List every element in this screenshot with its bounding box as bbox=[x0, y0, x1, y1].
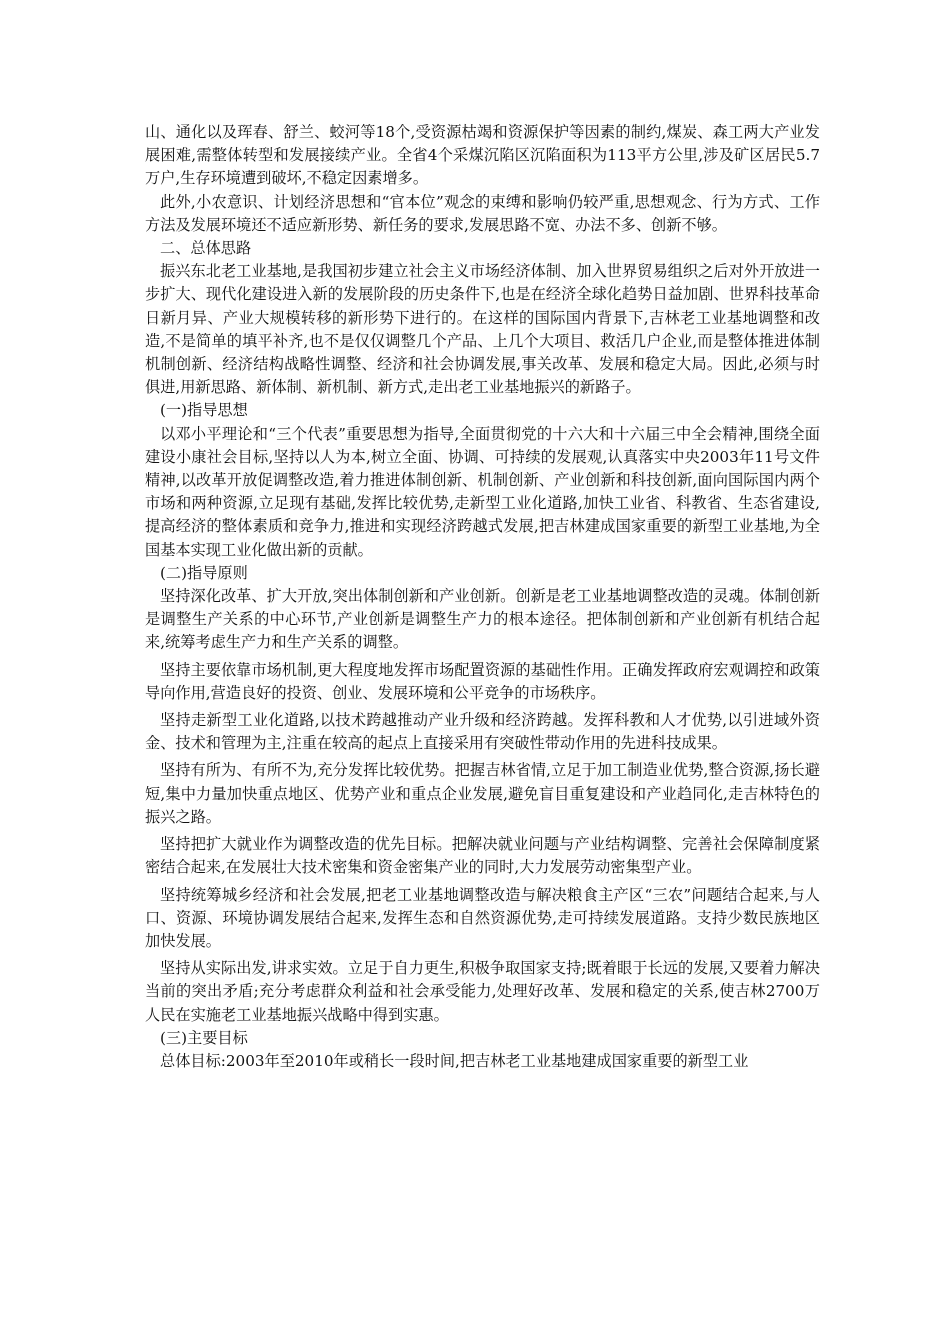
paragraph-resource-cities: 山、通化以及珲春、舒兰、蛟河等18个,受资源枯竭和资源保护等因素的制约,煤炭、森工两大产业发展困难,需整体转型和发展接续产业。全省4个采煤沉陷区沉陷面积为113平方公里,涉及矿区居民5.7万户,生存环境遭到破坏,不稳定因素增多。 bbox=[145, 123, 820, 188]
subsection-heading-guiding-ideology: (一)指导思想 bbox=[160, 401, 248, 420]
subsection-heading-main-goals: (三)主要目标 bbox=[160, 1028, 248, 1047]
paragraph-overall-goal: 总体目标:2003年至2010年或稍长一段时间,把吉林老工业基地建成国家重要的新型工业 bbox=[160, 1051, 749, 1070]
document-body bbox=[145, 121, 820, 1073]
paragraph-mindset-issues: 此外,小农意识、计划经济思想和“官本位”观念的束缚和影响仍较严重,思想观念、行为方式、工作方法及发展环境还不适应新形势、新任务的要求,发展思路不宽、办法不多、创新不够。 bbox=[145, 192, 820, 234]
paragraph-principle-market: 坚持主要依靠市场机制,更大程度地发挥市场配置资源的基础性作用。正确发挥政府宏观调控和政策导向作用,营造良好的投资、创业、发展环境和公平竞争的市场秩序。 bbox=[145, 660, 820, 702]
paragraph-guiding-ideology: 以邓小平理论和“三个代表”重要思想为指导,全面贯彻党的十六大和十六届三中全会精神,围绕全面建设小康社会目标,坚持以人为本,树立全面、协调、可持续的发展观,认真落实中央2003年11号文件精神,以改革开放促调整改造,着力推进体制创新、机制创新、产业创新和科技创新,面向国际国内两个市场和两种资源,立足现有基础,发挥比较优势,走新型工业化道路,加快工业省、科教省、生态省建设,提高经济的整体素质和竞争力,推进和实现经济跨越式发展,把吉林建成国家重要的新型工业基地,为全国基本实现工业化做出新的贡献。 bbox=[145, 424, 820, 559]
paragraph-principle-advantages: 坚持有所为、有所不为,充分发挥比较优势。把握吉林省情,立足于加工制造业优势,整合资源,扬长避短,集中力量加快重点地区、优势产业和重点企业发展,避免盲目重复建设和产业趋同化,走吉林特色的振兴之路。 bbox=[145, 761, 820, 826]
paragraph-principle-practical: 坚持从实际出发,讲求实效。立足于自力更生,积极争取国家支持;既着眼于长远的发展,又要着力解决当前的突出矛盾;充分考虑群众利益和社会承受能力,处理好改革、发展和稳定的关系,使吉林2700万人民在实施老工业基地振兴战略中得到实惠。 bbox=[145, 959, 820, 1024]
paragraph-principle-urban-rural: 坚持统筹城乡经济和社会发展,把老工业基地调整改造与解决粮食主产区“三农”问题结合起来,与人口、资源、环境协调发展结合起来,发挥生态和自然资源优势,走可持续发展道路。支持少数民族地区加快发展。 bbox=[145, 885, 820, 950]
paragraph-principle-reform: 坚持深化改革、扩大开放,突出体制创新和产业创新。创新是老工业基地调整改造的灵魂。体制创新是调整生产关系的中心环节,产业创新是调整生产力的根本途径。把体制创新和产业创新有机结合起来,统筹考虑生产力和生产关系的调整。 bbox=[145, 587, 820, 652]
paragraph-principle-employment: 坚持把扩大就业作为调整改造的优先目标。把解决就业问题与产业结构调整、完善社会保障制度紧密结合起来,在发展壮大技术密集和资金密集产业的同时,大力发展劳动密集型产业。 bbox=[145, 835, 820, 877]
paragraph-principle-industrialization: 坚持走新型工业化道路,以技术跨越推动产业升级和经济跨越。发挥科教和人才优势,以引进域外资金、技术和管理为主,注重在较高的起点上直接采用有突破性带动作用的先进科技成果。 bbox=[145, 711, 820, 753]
paragraph-revitalization-context: 振兴东北老工业基地,是我国初步建立社会主义市场经济体制、加入世界贸易组织之后对外开放进一步扩大、现代化建设进入新的发展阶段的历史条件下,也是在经济全球化趋势日益加剧、世界科技革命日新月异、产业大规模转移的新形势下进行的。在这样的国际国内背景下,吉林老工业基地调整和改造,不是简单的填平补齐,也不是仅仅调整几个产品、上几个大项目、救活几户企业,而是整体推进体制机制创新、经济结构战略性调整、经济和社会协调发展,事关改革、发展和稳定大局。因此,必须与时俱进,用新思路、新体制、新机制、新方式,走出老工业基地振兴的新路子。 bbox=[145, 262, 820, 397]
section-heading-overall-approach: 二、总体思路 bbox=[160, 239, 252, 258]
subsection-heading-guiding-principles: (二)指导原则 bbox=[160, 563, 248, 582]
